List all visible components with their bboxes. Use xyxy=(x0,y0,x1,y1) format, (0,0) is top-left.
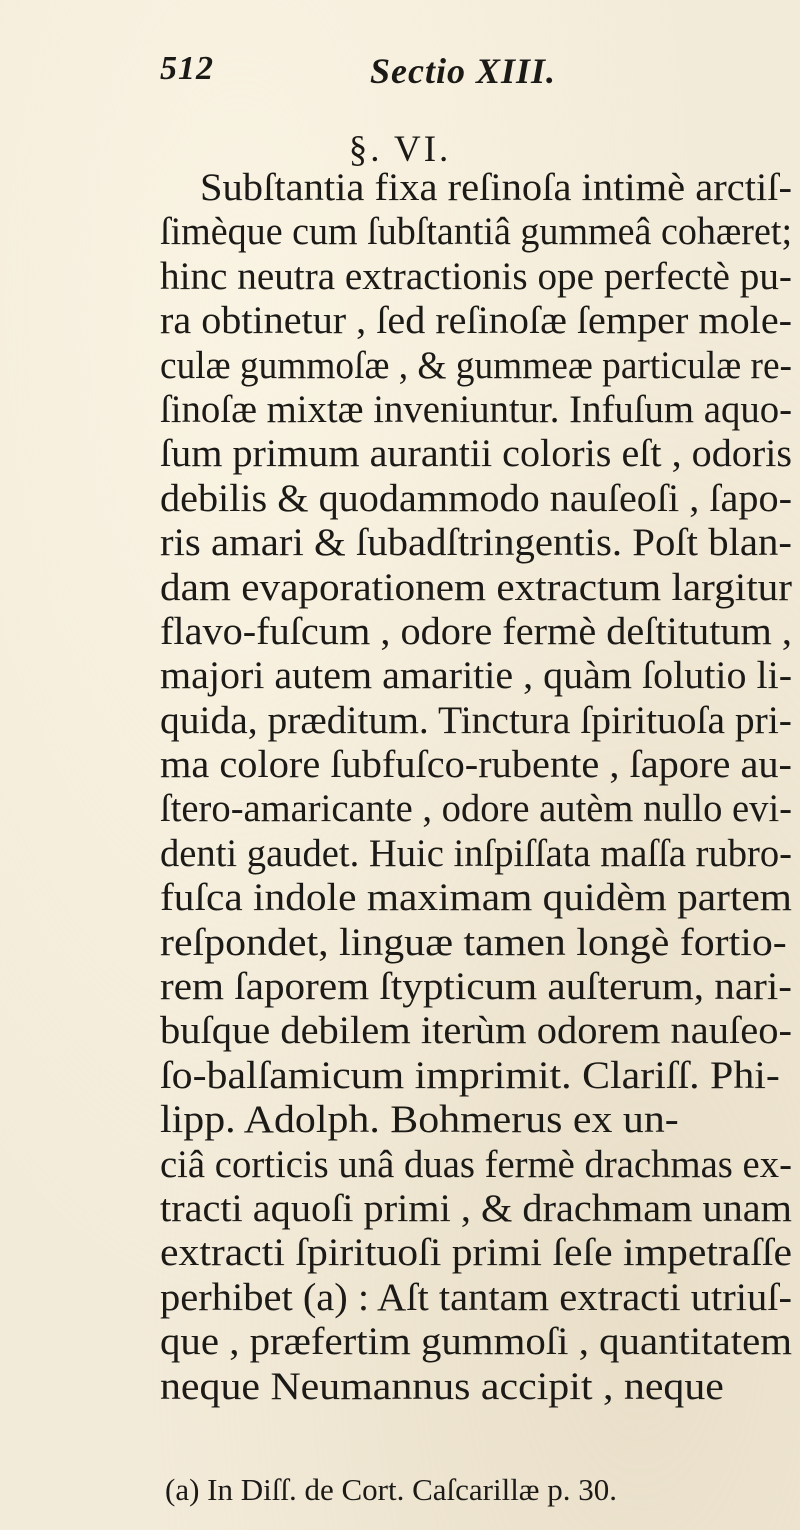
text-line: ſtero-amaricante , odore autèm nullo evi- xyxy=(160,786,793,831)
text-line: denti gaudet. Huic inſpiſſata maſſa rubro- xyxy=(160,830,793,875)
text-line: rem ſaporem ſtypticum auſterum, nari- xyxy=(160,964,792,1009)
text-line: majori autem amaritie , quàm ſolutio li- xyxy=(160,653,793,698)
text-line: ſimèque cum ſubſtantiâ gummeâ cohæret; xyxy=(160,209,793,254)
text-line: ſo-balſamicum imprimit. Clariſſ. Phi- xyxy=(160,1052,780,1097)
running-head xyxy=(0,50,800,100)
text-line: ciâ corticis unâ duas fermè drachmas ex- xyxy=(160,1141,792,1186)
text-line: ma colore ſubfuſco-rubente , ſapore au- xyxy=(160,742,792,787)
text-line: culæ gummoſæ , & gummeæ particulæ re- xyxy=(160,342,792,387)
text-line: dam evaporationem extractum largitur xyxy=(160,564,792,609)
text-line: neque Neumannus accipit , neque xyxy=(160,1363,724,1408)
text-line: extracti ſpirituoſi primi ſeſe impetraſſe xyxy=(160,1230,793,1275)
text-line: tracti aquoſi primi , & drachmam unam xyxy=(160,1185,792,1230)
text-line: perhibet (a) : Aſt tantam extracti utriuſ- xyxy=(160,1274,793,1319)
text-line: reſpondet, linguæ tamen longè fortio- xyxy=(160,919,787,964)
section-title: Sectio XIII. xyxy=(370,51,557,91)
text-line: ris amari & ſubadſtringentis. Poſt blan- xyxy=(160,520,792,565)
text-line: buſque debilem iterùm odorem nauſeo- xyxy=(160,1008,793,1053)
text-line: hinc neutra extractionis ope perfectè pu- xyxy=(160,253,792,298)
text-line: ſinoſæ mixtæ inveniuntur. Infuſum aquo- xyxy=(160,386,793,431)
page-number: 512 xyxy=(160,50,214,87)
footnote: (a) In Diſſ. de Cort. Caſcarillæ p. 30. xyxy=(165,1472,617,1507)
text-line: que , præfertim gummoſi , quantitatem xyxy=(160,1319,793,1364)
text-line: fuſca indole maximam quidèm partem xyxy=(160,875,793,920)
text-line: ſum primum aurantii coloris eſt , odoris xyxy=(160,431,792,476)
text-line: lipp. Adolph. Bohmerus ex un- xyxy=(160,1097,679,1142)
paragraph-heading: §. VI. xyxy=(348,129,452,170)
text-line: ra obtinetur , ſed reſinoſæ ſemper mole- xyxy=(160,298,793,343)
body-text xyxy=(160,165,800,1408)
text-line: Subſtantia fixa reſinoſa intimè arctiſ- xyxy=(200,165,793,209)
text-line: quida, præditum. Tinctura ſpirituoſa pri- xyxy=(160,697,792,742)
text-line: debilis & quodammodo nauſeoſi , ſapo- xyxy=(160,475,792,520)
text-line: flavo-fuſcum , odore fermè deſtitutum , xyxy=(160,608,793,653)
